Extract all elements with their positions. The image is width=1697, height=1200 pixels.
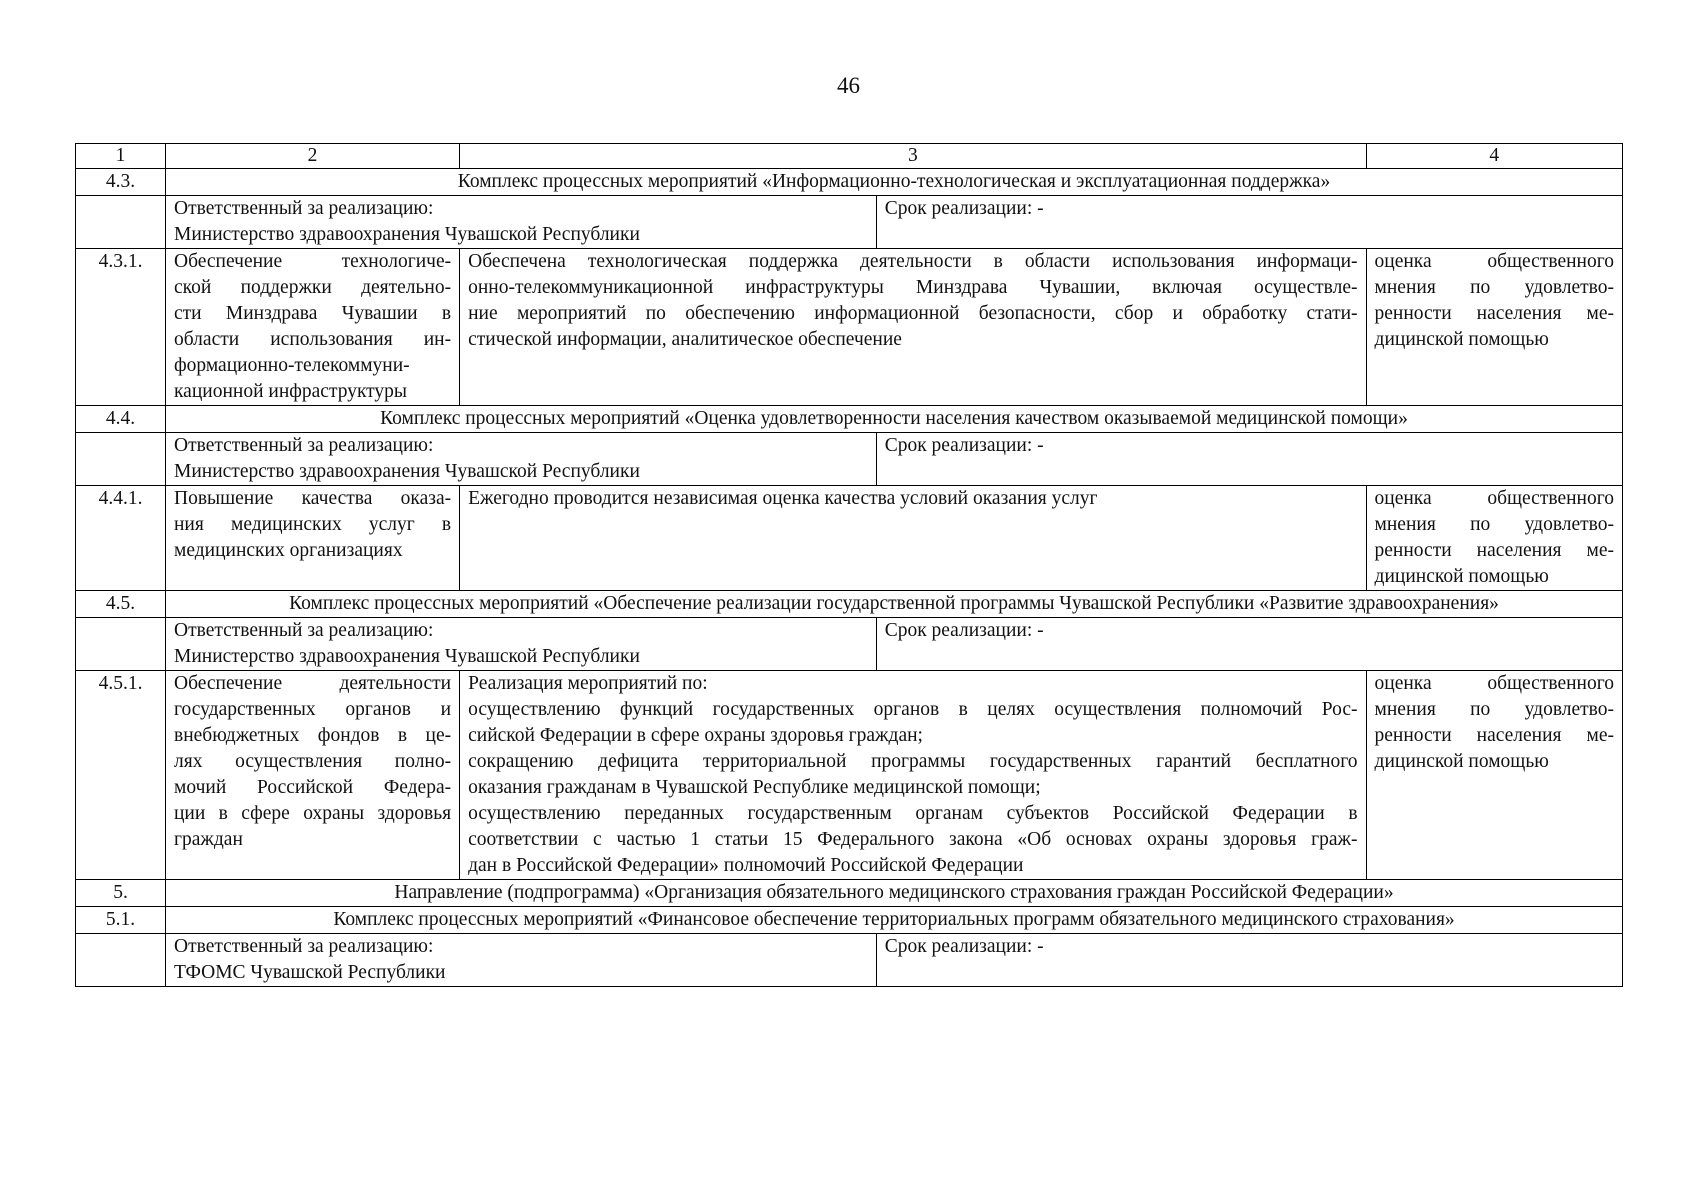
section-number: 4.4. bbox=[76, 406, 166, 433]
task-line: лях осуществления полно- bbox=[174, 751, 452, 772]
empty-cell bbox=[76, 433, 166, 486]
responsible-row-4-3 bbox=[76, 196, 1623, 249]
section-row-5 bbox=[76, 880, 1623, 907]
responsible-cell bbox=[166, 196, 877, 249]
task-line: ции в сфере охраны здоровья bbox=[174, 803, 452, 824]
item-task bbox=[166, 671, 460, 880]
responsible-row-4-5 bbox=[76, 618, 1623, 671]
responsible-label: Ответственный за реализацию: bbox=[174, 198, 434, 219]
task-line: кационной инфраструктуры bbox=[174, 381, 408, 402]
result-line: дан в Российской Федерации» полномочий Российской Федерации bbox=[468, 855, 1024, 876]
indicator-line: дицинской помощью bbox=[1374, 751, 1549, 772]
term-cell bbox=[876, 934, 1622, 987]
task-line: Обеспечение технологиче- bbox=[174, 251, 452, 272]
task-line: сти Минздрава Чувашии в bbox=[174, 303, 452, 324]
section-row-5-1 bbox=[76, 907, 1623, 934]
section-number: 5.1. bbox=[76, 907, 166, 934]
task-line: ния медицинских услуг в bbox=[174, 514, 452, 535]
header-col-2: 2 bbox=[166, 144, 460, 169]
responsible-label: Ответственный за реализацию: bbox=[174, 936, 434, 957]
section-number: 4.5. bbox=[76, 591, 166, 618]
responsible-cell bbox=[166, 433, 877, 486]
indicator-line: ренности населения ме- bbox=[1374, 725, 1614, 746]
indicator-line: ренности населения ме- bbox=[1374, 303, 1614, 324]
item-row-4-5-1 bbox=[76, 671, 1623, 880]
task-line: формационно-телекоммуни- bbox=[174, 355, 410, 376]
item-task bbox=[166, 486, 460, 591]
indicator-line: ренности населения ме- bbox=[1374, 540, 1614, 561]
term-label: Срок реализации: - bbox=[884, 620, 1044, 641]
indicator-line: оценка общественного bbox=[1374, 673, 1614, 694]
result-line: Реализация мероприятий по: bbox=[468, 673, 708, 694]
indicator-line: дицинской помощью bbox=[1374, 329, 1549, 350]
task-line: Повышение качества оказа- bbox=[174, 488, 452, 509]
result-line: Обеспечена технологическая поддержка деятельности в области использования информаци- bbox=[468, 251, 1358, 272]
section-title: Комплекс процессных мероприятий «Оценка удовлетворенности населения качеством оказываемой медицинской помощи» bbox=[166, 406, 1623, 433]
item-task bbox=[166, 249, 460, 406]
indicator-line: мнения по удовлетво- bbox=[1374, 699, 1614, 720]
responsible-value: ТФОМС Чувашской Республики bbox=[174, 962, 446, 983]
task-line: Обеспечение деятельности bbox=[174, 673, 452, 694]
responsible-label: Ответственный за реализацию: bbox=[174, 435, 434, 456]
section-number: 5. bbox=[76, 880, 166, 907]
term-label: Срок реализации: - bbox=[884, 198, 1044, 219]
term-label: Срок реализации: - bbox=[884, 435, 1044, 456]
item-indicator bbox=[1366, 486, 1622, 591]
responsible-cell bbox=[166, 618, 877, 671]
result-line: осуществлению функций государственных органов в целях осуществления полномочий Рос- bbox=[468, 699, 1358, 720]
section-title: Комплекс процессных мероприятий «Обеспечение реализации государственной программы Чувашской Республики «Развитие здравоохранения» bbox=[166, 591, 1623, 618]
task-line: медицинских организациях bbox=[174, 540, 403, 561]
result-line: стической информации, аналитическое обеспечение bbox=[468, 329, 902, 350]
responsible-row-5-1 bbox=[76, 934, 1623, 987]
indicator-line: мнения по удовлетво- bbox=[1374, 277, 1614, 298]
result-line: Ежегодно проводится независимая оценка качества условий оказания услуг bbox=[468, 488, 1098, 509]
indicator-line: оценка общественного bbox=[1374, 251, 1614, 272]
header-col-3: 3 bbox=[460, 144, 1366, 169]
item-result bbox=[460, 249, 1366, 406]
item-number: 4.3.1. bbox=[76, 249, 166, 406]
section-title: Комплекс процессных мероприятий «Информационно-технологическая и эксплуатационная поддержка» bbox=[166, 169, 1623, 196]
program-table bbox=[75, 143, 1623, 987]
indicator-line: дицинской помощью bbox=[1374, 566, 1549, 587]
term-cell bbox=[876, 196, 1622, 249]
result-line: оказания гражданам в Чувашской Республике медицинской помощи; bbox=[468, 777, 1041, 798]
task-line: граждан bbox=[174, 829, 243, 850]
item-number: 4.4.1. bbox=[76, 486, 166, 591]
result-line: соответствии с частью 1 статьи 15 Федерального закона «Об основах охраны здоровья граж- bbox=[468, 829, 1358, 850]
item-result bbox=[460, 671, 1366, 880]
empty-cell bbox=[76, 934, 166, 987]
item-number: 4.5.1. bbox=[76, 671, 166, 880]
result-line: онно-телекоммуникационной инфраструктуры Минздрава Чувашии, включая осуществле- bbox=[468, 277, 1358, 298]
term-cell bbox=[876, 433, 1622, 486]
empty-cell bbox=[76, 618, 166, 671]
section-number: 4.3. bbox=[76, 169, 166, 196]
section-title: Направление (подпрограмма) «Организация обязательного медицинского страхования граждан Российской Федерации» bbox=[166, 880, 1623, 907]
responsible-row-4-4 bbox=[76, 433, 1623, 486]
item-row-4-4-1 bbox=[76, 486, 1623, 591]
section-title: Комплекс процессных мероприятий «Финансовое обеспечение территориальных программ обязательного медицинского страхования» bbox=[166, 907, 1623, 934]
item-indicator bbox=[1366, 249, 1622, 406]
task-line: мочий Российской Федера- bbox=[174, 777, 452, 798]
term-cell bbox=[876, 618, 1622, 671]
result-line: ние мероприятий по обеспечению информационной безопасности, сбор и обработку стати- bbox=[468, 303, 1358, 324]
responsible-cell bbox=[166, 934, 877, 987]
item-row-4-3-1 bbox=[76, 249, 1623, 406]
header-col-1: 1 bbox=[76, 144, 166, 169]
table-header-row bbox=[76, 144, 1623, 169]
task-line: государственных органов и bbox=[174, 699, 452, 720]
section-row-4-5 bbox=[76, 591, 1623, 618]
task-line: ской поддержки деятельно- bbox=[174, 277, 452, 298]
responsible-value: Министерство здравоохранения Чувашской Республики bbox=[174, 224, 640, 245]
task-line: области использования ин- bbox=[174, 329, 452, 350]
result-line: сокращению дефицита территориальной программы государственных гарантий бесплатного bbox=[468, 751, 1358, 772]
responsible-value: Министерство здравоохранения Чувашской Республики bbox=[174, 646, 640, 667]
result-line: осуществлению переданных государственным органам субъектов Российской Федерации в bbox=[468, 803, 1358, 824]
header-col-4: 4 bbox=[1366, 144, 1622, 169]
item-result bbox=[460, 486, 1366, 591]
responsible-value: Министерство здравоохранения Чувашской Республики bbox=[174, 461, 640, 482]
empty-cell bbox=[76, 196, 166, 249]
indicator-line: оценка общественного bbox=[1374, 488, 1614, 509]
result-line: сийской Федерации в сфере охраны здоровья граждан; bbox=[468, 725, 923, 746]
term-label: Срок реализации: - bbox=[884, 936, 1044, 957]
section-row-4-3 bbox=[76, 169, 1623, 196]
task-line: внебюджетных фондов в це- bbox=[174, 725, 452, 746]
section-row-4-4 bbox=[76, 406, 1623, 433]
page-number: 46 bbox=[837, 73, 860, 98]
responsible-label: Ответственный за реализацию: bbox=[174, 620, 434, 641]
indicator-line: мнения по удовлетво- bbox=[1374, 514, 1614, 535]
item-indicator bbox=[1366, 671, 1622, 880]
